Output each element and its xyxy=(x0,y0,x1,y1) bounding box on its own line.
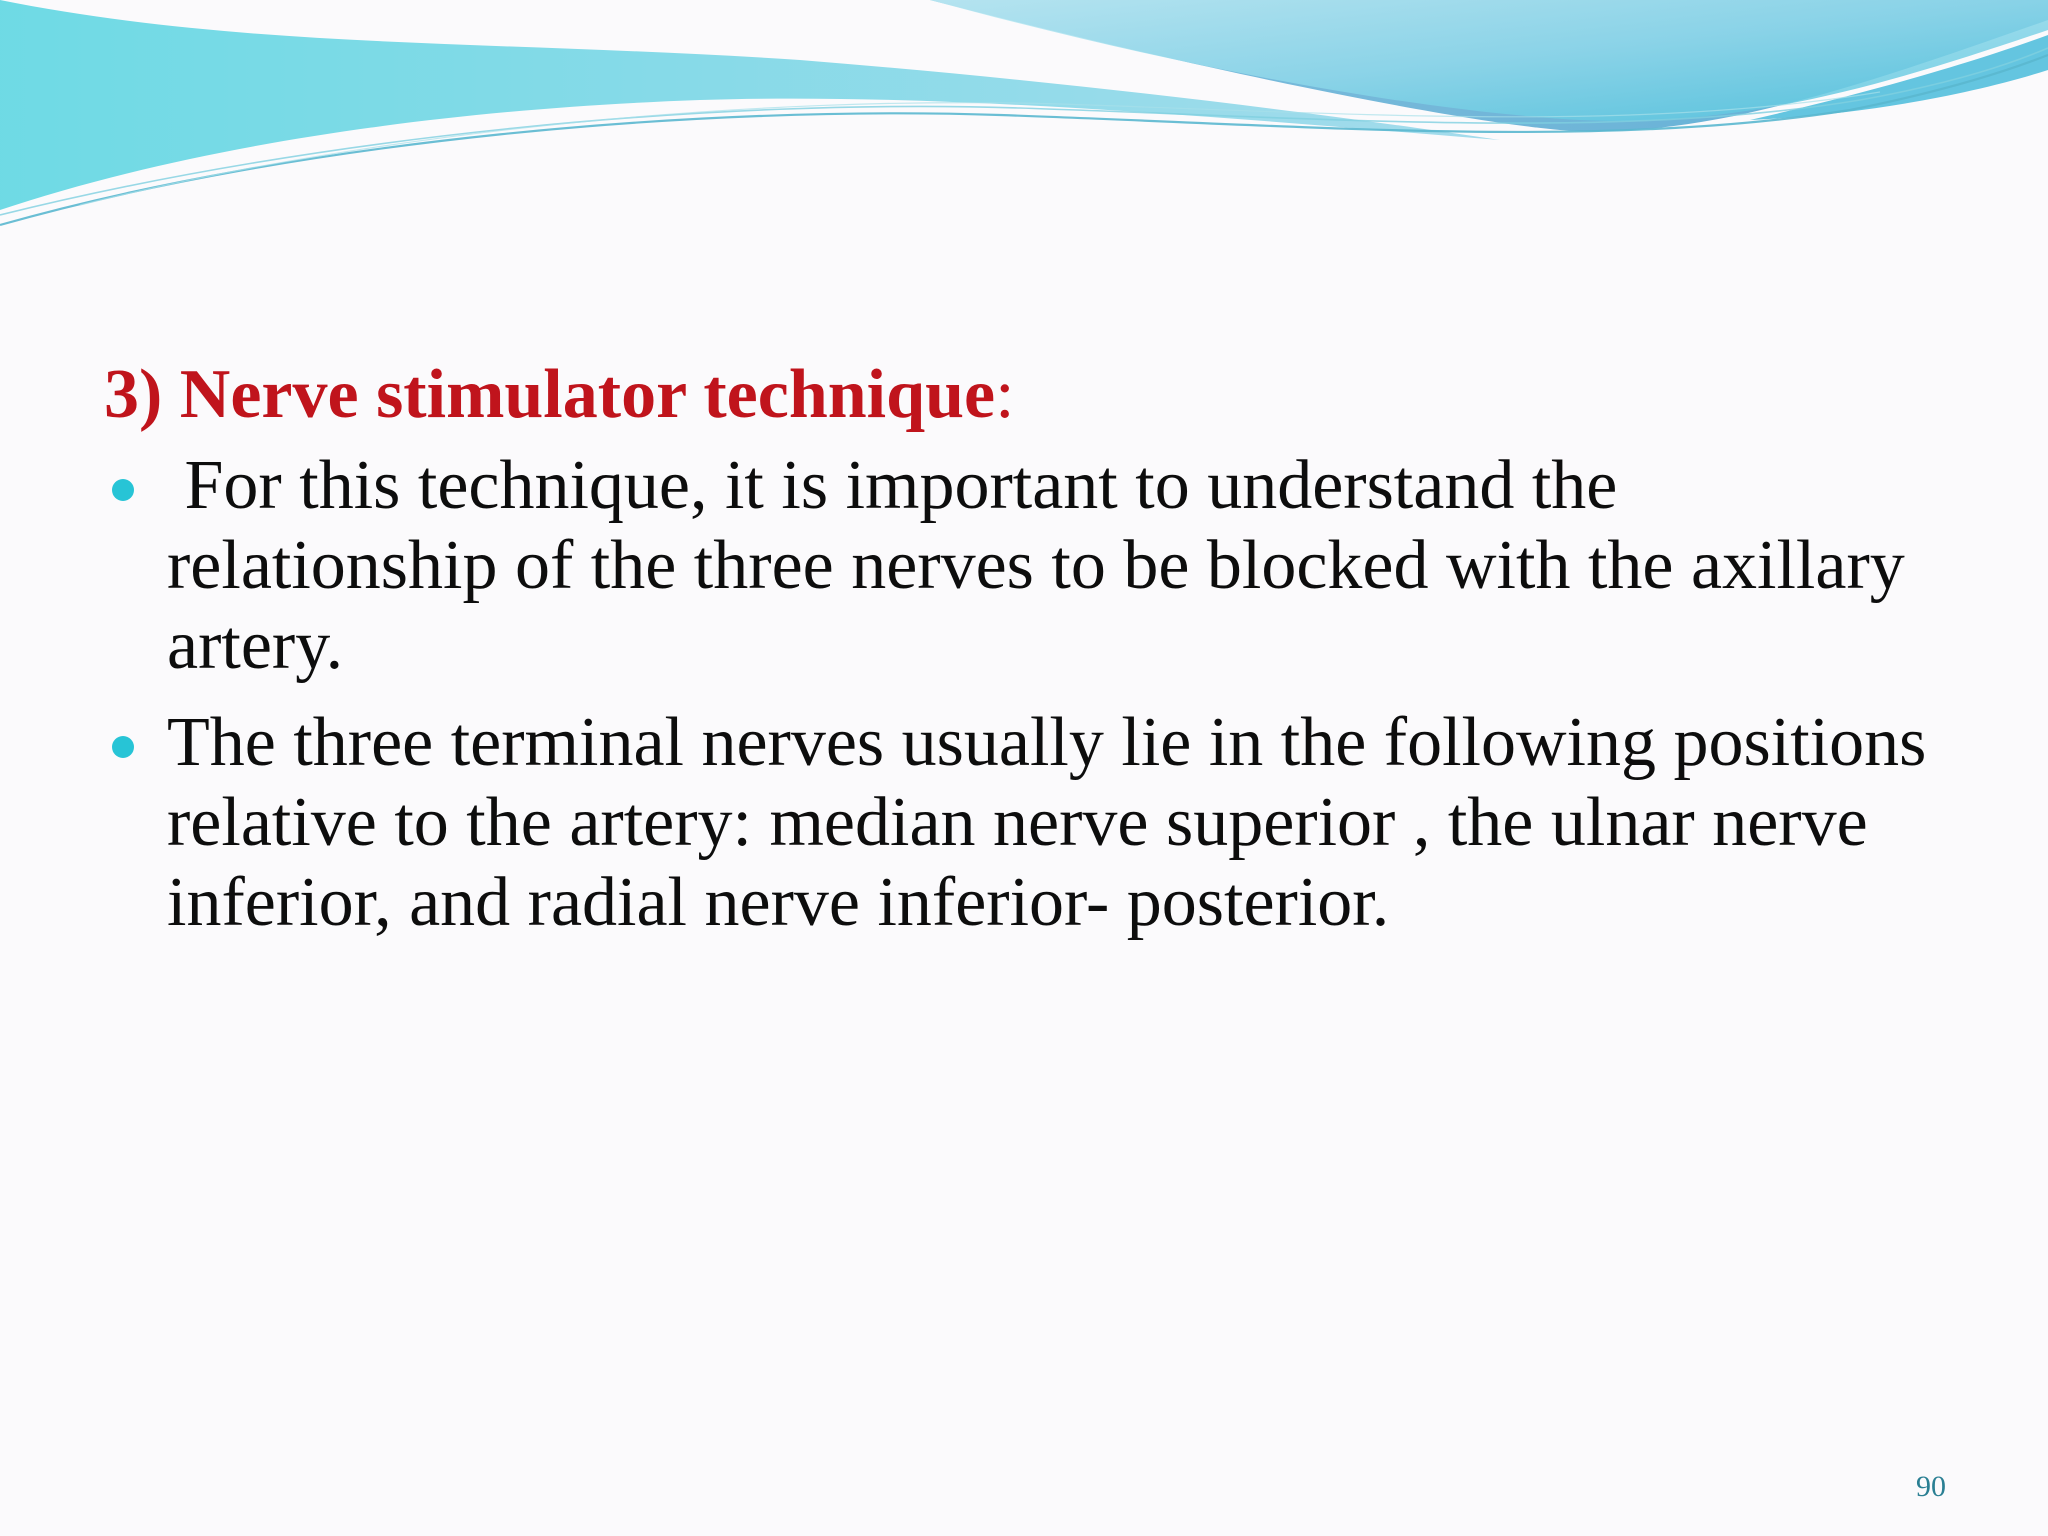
bullet-item xyxy=(104,446,1964,686)
section-heading xyxy=(104,352,1964,438)
bullet-text: For this technique, it is important to understand the relationship of the three nerves to be blocked with the axillary artery. xyxy=(167,447,1923,684)
bullet-item xyxy=(104,703,1964,943)
header-wave-decoration xyxy=(0,0,2048,240)
page-number: 90 xyxy=(1916,1470,1946,1503)
bullet-list xyxy=(104,446,1964,943)
bullet-dot-icon xyxy=(112,479,134,501)
heading-text: 3) Nerve stimulator technique xyxy=(104,356,996,433)
slide-content xyxy=(104,352,1964,960)
heading-colon: : xyxy=(995,356,1015,433)
bullet-dot-icon xyxy=(112,736,134,758)
bullet-text: The three terminal nerves usually lie in the following positions relative to the artery: median nerve superior , the ulnar nerve inferior, and radial nerve inferior- posterior. xyxy=(167,704,1927,941)
